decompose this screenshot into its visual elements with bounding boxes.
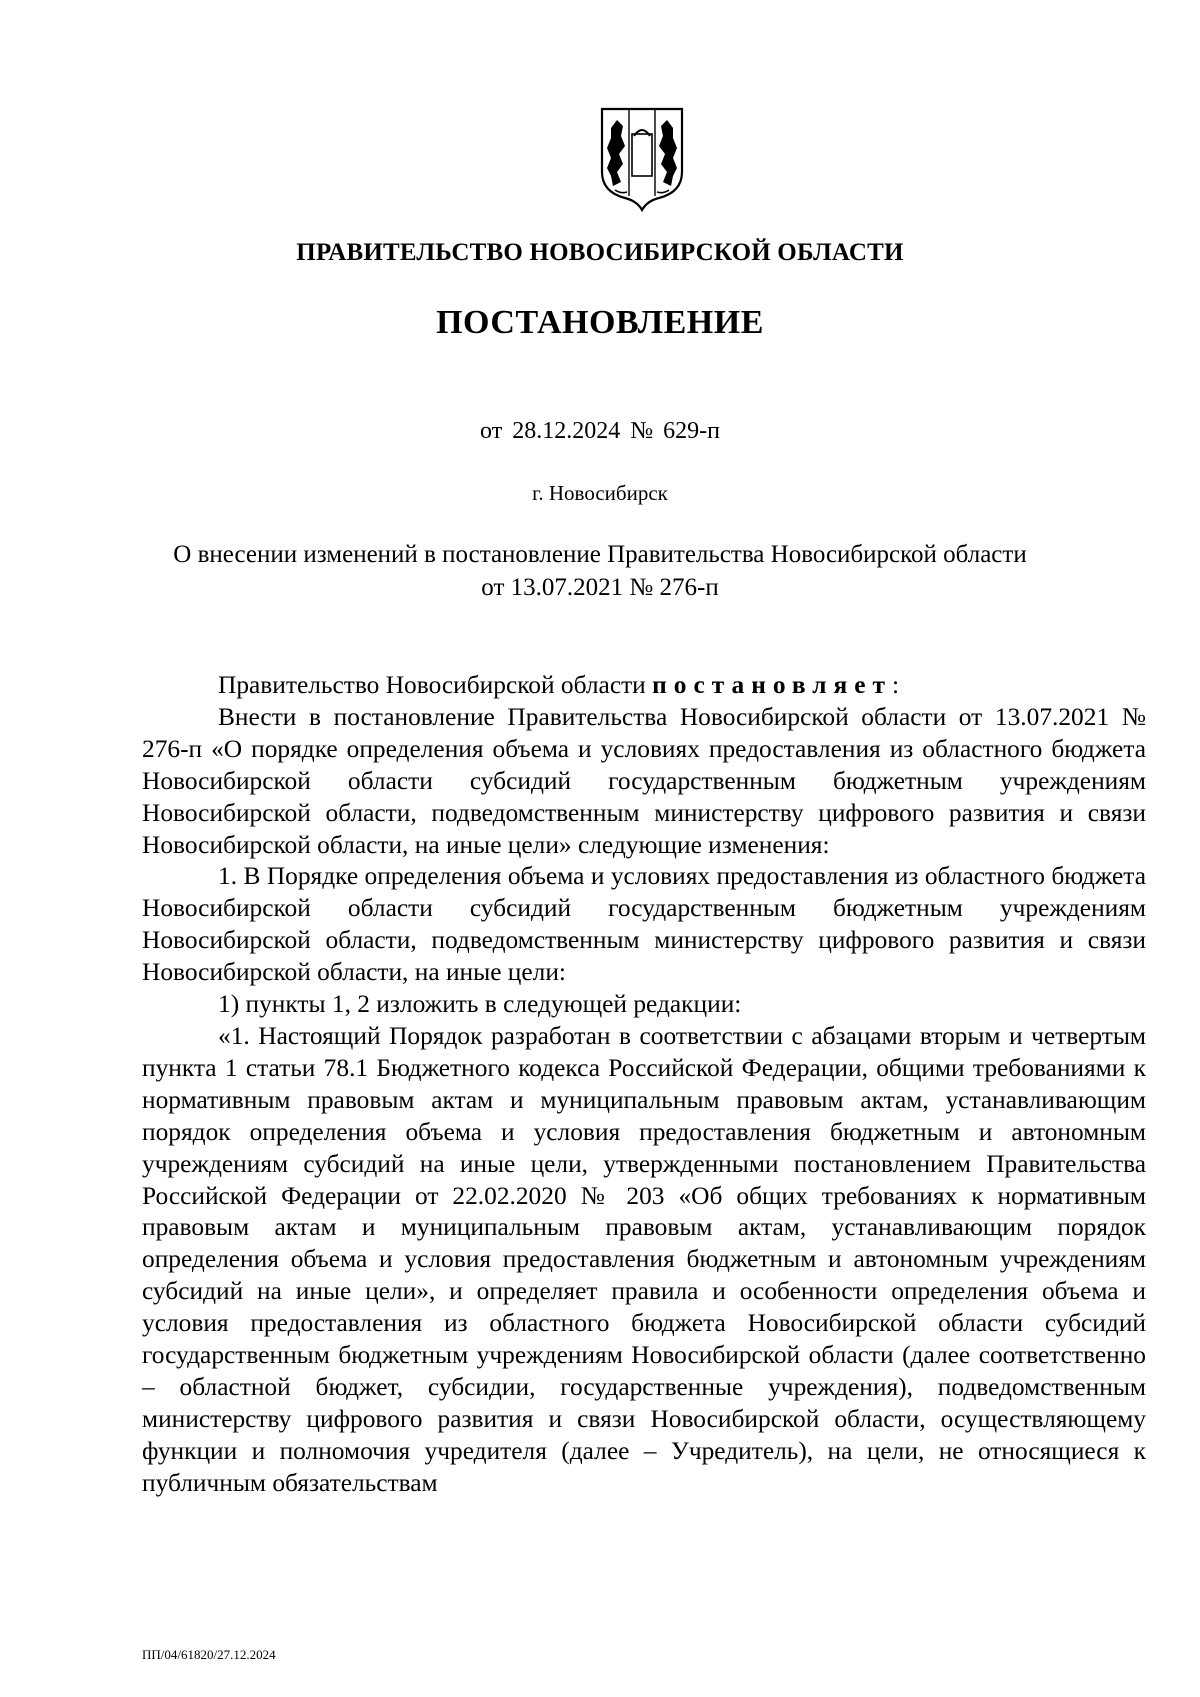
document-code: ПП/04/61820/27.12.2024 xyxy=(142,1647,276,1662)
document-body xyxy=(142,670,1146,1500)
paragraph: 1) пункты 1, 2 изложить в следующей редакции: xyxy=(218,990,742,1019)
preamble-colon: : xyxy=(892,671,900,699)
subject-line: от 13.07.2021 № 276-п xyxy=(481,574,719,601)
paragraph: Внести в постановление Правительства Новосибирской области от 13.07.2021 № 276-п «О порядке определения объема и условиях предоставления из областного бюджета Новосибирской области субсидий государственным бюджетным учреждениям Новосибирской области, подведомственным министерству цифрового развития и связи Новосибирской области, на иные цели» следующие изменения: xyxy=(142,702,1146,859)
document-type: ПОСТАНОВЛЕНИЕ xyxy=(436,304,764,341)
paragraph: «1. Настоящий Порядок разработан в соответствии с абзацами вторым и четвертым пункта 1 статьи 78.1 Бюджетного кодекса Российской Федерации, общими требованиями к нормативным правовым актам и муниципальным правовым актам, устанавливающим порядок определения объема и условия предоставления бюджетным и автономным учреждениям субсидий на иные цели, утвержденными постановлением Правительства Российской Федерации от 22.02.2020 № 203 «Об общих требованиях к нормативным правовым актам и муниципальным правовым актам, устанавливающим порядок определения объема и условия предоставления бюджетным и автономным учреждениям субсидий на иные цели», и определяет правила и особенности определения объема и условия предоставления из областного бюджета Новосибирской области субсидий государственным бюджетным учреждениям Новосибирской области (далее соответственно – областной бюджет, субсидии, государственные учреждения), подведомственным министерству цифрового развития и связи Новосибирской области, осуществляющему функции и полномочия учредителя (далее – Учредитель), на цели, не относящиеся к публичным обязательствам xyxy=(142,1021,1146,1497)
date-and-number: от 28.12.2024 № 629-п xyxy=(480,418,720,444)
preamble-text: Правительство Новосибирской области xyxy=(218,671,653,699)
paragraph: 1. В Порядке определения объема и условиях предоставления из областного бюджета Новосибирской области субсидий государственным бюджетным учреждениям Новосибирской области, подведомственным министерству цифрового развития и связи Новосибирской области, на иные цели: xyxy=(142,862,1146,987)
city: г. Новосибирск xyxy=(532,481,668,505)
decree-word: постановляет xyxy=(652,671,892,699)
subject-line: О внесении изменений в постановление Правительства Новосибирской области xyxy=(173,541,1027,568)
organization-name: ПРАВИТЕЛЬСТВО НОВОСИБИРСКОЙ ОБЛАСТИ xyxy=(296,239,904,266)
document-subject xyxy=(0,538,1200,604)
coat-of-arms-icon xyxy=(599,106,685,212)
preamble xyxy=(142,670,1146,702)
